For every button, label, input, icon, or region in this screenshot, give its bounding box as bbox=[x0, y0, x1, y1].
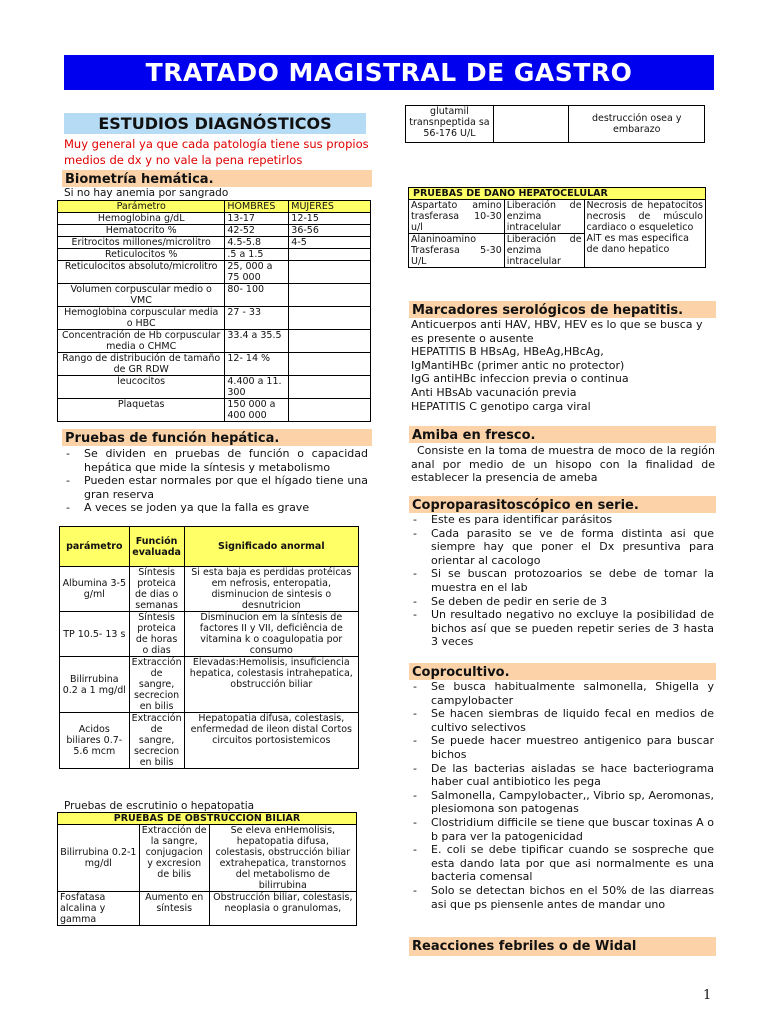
coprocultivo-heading: Coprocultivo. bbox=[409, 663, 716, 680]
table-cell: Bilirrubina 0.2-1 mg/dl bbox=[58, 825, 140, 892]
estudios-note bbox=[64, 136, 374, 168]
table-row bbox=[58, 213, 371, 225]
biometria-subtitle: Si no hay anemia por sangrado bbox=[64, 187, 229, 199]
table-header-row bbox=[58, 813, 357, 825]
table-cell: Plaquetas bbox=[58, 399, 225, 422]
table-cell bbox=[289, 261, 371, 284]
estudios-diagnosticos-heading: ESTUDIOS DIAGNÓSTICOS bbox=[64, 113, 366, 134]
list-item: - Se puede hacer muestreo antigenico para buscar bichos bbox=[409, 734, 714, 761]
table-cell: Elevadas:Hemolisis, insuficiencia hepatica, colestasis intrahepatica, obstrucción biliar bbox=[184, 657, 358, 713]
list-item: - Se dividen en pruebas de función o capacidad hepática que mide la síntesis y metabolismo bbox=[62, 447, 368, 474]
list-item: - Solo se detectan bichos en el 50% de las diarreas asi que ps piensenle antes de mandar uno bbox=[409, 884, 714, 911]
table-row bbox=[58, 376, 371, 399]
table-header-cell: MUJERES bbox=[289, 201, 371, 213]
table-cell: Hemoglobina corpuscular media o HBC bbox=[58, 307, 225, 330]
table-cell: Volumen corpuscular medio o VMC bbox=[58, 284, 225, 307]
table-row bbox=[60, 567, 359, 612]
list-item: - Salmonella, Campylobacter,, Vibrio sp, Aeromonas, plesiomona son patogenas bbox=[409, 789, 714, 816]
table-row bbox=[58, 399, 371, 422]
estudios-note-line: medios de dx y no vale la pena repetirlos bbox=[64, 153, 303, 167]
table-cell: Extracción de la sangre, conjugacion y excresion de bilis bbox=[139, 825, 209, 892]
table-cell: Liberación de enzima intracelular bbox=[504, 200, 584, 234]
table-cell: 80- 100 bbox=[225, 284, 289, 307]
table-cell: Aumento en síntesis bbox=[139, 892, 209, 926]
table-cell: .5 a 1.5 bbox=[225, 249, 289, 261]
table-cell bbox=[289, 249, 371, 261]
table-cell: 36-56 bbox=[289, 225, 371, 237]
table-header-cell: HOMBRES bbox=[225, 201, 289, 213]
table-row bbox=[58, 225, 371, 237]
widal-heading: Reacciones febriles o de Widal bbox=[409, 937, 716, 956]
list-item: - Se busca habitualmente salmonella, Shigella y campylobacter bbox=[409, 680, 714, 707]
copro-heading: Coproparasitoscópico en serie. bbox=[409, 496, 716, 513]
list-item: - A veces se joden ya que la falla es grave bbox=[62, 501, 368, 515]
table-row bbox=[58, 825, 357, 892]
table-cell: Aspartato amino trasferasa 10-30 u/l bbox=[409, 200, 505, 234]
table-row bbox=[58, 237, 371, 249]
marcadores-line: es presente o ausente bbox=[411, 331, 534, 345]
table-header-cell: Parámetro bbox=[58, 201, 225, 213]
funcion-hepatica-heading: Pruebas de función hepática. bbox=[62, 429, 372, 446]
table-row bbox=[58, 284, 371, 307]
table-cell: 25, 000 a 75 000 bbox=[225, 261, 289, 284]
table-cell: Concentración de Hb corpuscular media o CHMC bbox=[58, 330, 225, 353]
gamma-continuation-table bbox=[405, 105, 705, 143]
table-header-row bbox=[409, 188, 706, 200]
amiba-text: Consiste en la toma de muestra de moco de la región anal por medio de un hisopo con la finalidad de establecer la presencia de ameba bbox=[411, 444, 715, 485]
document-title-banner: TRATADO MAGISTRAL DE GASTRO bbox=[64, 55, 714, 90]
table-cell: Liberación de enzima intracelular bbox=[504, 234, 584, 268]
table-cell: 42-52 bbox=[225, 225, 289, 237]
table-row bbox=[60, 657, 359, 713]
table-cell bbox=[493, 106, 569, 143]
table-cell: 12-15 bbox=[289, 213, 371, 225]
marcadores-list bbox=[411, 318, 716, 413]
table-cell: 4-5 bbox=[289, 237, 371, 249]
biometria-heading: Biometría hemática. bbox=[62, 170, 372, 187]
table-header-cell: Función evaluada bbox=[129, 527, 184, 567]
table-row bbox=[58, 353, 371, 376]
table-cell: Síntesis proteica de dias o semanas bbox=[129, 567, 184, 612]
table-cell: Obstrucción biliar, colestasis, neoplasia o granulomas, bbox=[209, 892, 356, 926]
table-cell: 4.400 a 11. 300 bbox=[225, 376, 289, 399]
table-cell bbox=[289, 307, 371, 330]
table-cell: Acidos biliares 0.7-5.6 mcm bbox=[60, 713, 130, 769]
list-item: - Clostridium difficile se tiene que buscar toxinas A o b para ver la patogenicidad bbox=[409, 816, 714, 843]
table-cell: 27 - 33 bbox=[225, 307, 289, 330]
escrutinio-label: Pruebas de escrutinio o hepatopatia bbox=[64, 800, 255, 812]
table-cell: TP 10.5- 13 s bbox=[60, 612, 130, 657]
obstruccion-biliar-table bbox=[57, 812, 357, 926]
list-item: - Este es para identificar parásitos bbox=[409, 513, 714, 527]
table-cell: glutamil transnpeptida sa 56-176 U/L bbox=[406, 106, 494, 143]
list-item: - Si se buscan protozoarios se debe de tomar la muestra en el lab bbox=[409, 567, 714, 594]
marcadores-heading: Marcadores serológicos de hepatitis. bbox=[409, 301, 716, 318]
table-row bbox=[60, 612, 359, 657]
table-cell bbox=[584, 200, 705, 268]
marcadores-line: Anticuerpos anti HAV, HBV, HEV es lo que se busca y bbox=[411, 318, 703, 331]
biometria-table bbox=[57, 200, 371, 422]
list-item: - Se deben de pedir en serie de 3 bbox=[409, 595, 714, 609]
table-cell: 12- 14 % bbox=[225, 353, 289, 376]
list-item: - Pueden estar normales por que el hígado tiene una gran reserva bbox=[62, 474, 368, 501]
table-cell: Bilirrubina 0.2 a 1 mg/dl bbox=[60, 657, 130, 713]
table-cell bbox=[289, 353, 371, 376]
table-header-row bbox=[58, 201, 371, 213]
list-item: - Se hacen siembras de liquido fecal en medios de cultivo selectivos bbox=[409, 707, 714, 734]
table-row bbox=[58, 249, 371, 261]
dano-hepatocelular-table bbox=[408, 187, 706, 268]
table-row bbox=[409, 200, 706, 234]
table-cell: Si esta baja es perdidas protéicas em nefrosis, enteropatia, disminucion de sintesis o desnutricion bbox=[184, 567, 358, 612]
funcion-hepatica-list bbox=[62, 447, 368, 515]
table-cell: Disminucion em la síntesis de factores II y VII, deficiência de vitamina k o coagulopatia por consumo bbox=[184, 612, 358, 657]
table-row bbox=[58, 330, 371, 353]
table-cell: Eritrocitos millones/microlitro bbox=[58, 237, 225, 249]
table-cell: 13-17 bbox=[225, 213, 289, 225]
table-cell bbox=[289, 284, 371, 307]
estudios-note-line: Muy general ya que cada patología tiene sus propios bbox=[64, 137, 369, 151]
table-cell: Extracción de sangre, secrecion en bilis bbox=[129, 713, 184, 769]
amiba-heading: Amiba en fresco. bbox=[409, 426, 716, 443]
marcadores-line: HEPATITIS C genotipo carga viral bbox=[411, 399, 591, 413]
table-cell: 4.5-5.8 bbox=[225, 237, 289, 249]
table-row bbox=[60, 713, 359, 769]
table-header-row bbox=[60, 527, 359, 567]
table-row bbox=[58, 307, 371, 330]
coprocultivo-list bbox=[409, 680, 714, 911]
table-cell: Hemoglobina g/dL bbox=[58, 213, 225, 225]
table-row bbox=[58, 261, 371, 284]
dano-significado: AlT es mas especifica de dano hepatico bbox=[586, 233, 689, 255]
table-cell: Hematocrito % bbox=[58, 225, 225, 237]
table-cell: Síntesis proteica de horas o dias bbox=[129, 612, 184, 657]
page-number: 1 bbox=[703, 988, 712, 1003]
table-row bbox=[406, 106, 705, 143]
table-cell: Fosfatasa alcalina y gamma bbox=[58, 892, 140, 926]
table-row bbox=[58, 892, 357, 926]
dano-hepatocelular-title: PRUEBAS DE DAÑO HEPATOCELULAR bbox=[409, 188, 706, 200]
table-cell: Se eleva enHemolisis, hepatopatia difusa, colestasis, obstrucción biliar extrahepatica, transtornos del metabolismo de bilirrubina bbox=[209, 825, 356, 892]
table-cell: leucocitos bbox=[58, 376, 225, 399]
table-cell: Alaninoamino Trasferasa 5-30 U/L bbox=[409, 234, 505, 268]
table-cell bbox=[289, 399, 371, 422]
table-cell: Rango de distribución de tamaño de GR RDW bbox=[58, 353, 225, 376]
list-item: - E. coli se debe tipificar cuando se sospreche que esta dando lata por que asi normalmente es una bacteria comensal bbox=[409, 843, 714, 884]
copro-list bbox=[409, 513, 714, 649]
obstruccion-biliar-title: PRUEBAS DE OBSTRUCCION BILIAR bbox=[58, 813, 357, 825]
table-cell bbox=[289, 376, 371, 399]
list-item: - Cada parasito se ve de forma distinta asi que siempre hay que poner el Dx presuntiva para orientar al cacologo bbox=[409, 527, 714, 568]
table-cell: 150 000 a 400 000 bbox=[225, 399, 289, 422]
table-cell: Extracción de sangre, secrecion en bilis bbox=[129, 657, 184, 713]
marcadores-line: IgMantiHBc (primer antic no protector) bbox=[411, 358, 625, 372]
table-cell bbox=[289, 330, 371, 353]
dano-significado: Necrosis de hepatocitos necrosis de músculo cardiaco o esqueletico bbox=[586, 200, 703, 233]
table-header-cell: Significado anormal bbox=[184, 527, 358, 567]
list-item: - De las bacterias aisladas se hace bacteriograma haber cual antibiotico les pega bbox=[409, 762, 714, 789]
funcion-hepatica-table bbox=[59, 526, 359, 769]
marcadores-line: Anti HBsAb vacunación previa bbox=[411, 385, 577, 399]
table-cell: Albumina 3-5 g/ml bbox=[60, 567, 130, 612]
table-cell: Hepatopatia difusa, colestasis, enfermedad de ileon distal Cortos circuitos portosistemicos bbox=[184, 713, 358, 769]
table-cell: destrucción osea y embarazo bbox=[569, 106, 705, 143]
marcadores-line: IgG antiHBc infeccion previa o continua bbox=[411, 372, 629, 386]
list-item: - Un resultado negativo no excluye la posibilidad de bichos así que se pueden repetir series de 3 hasta 3 veces bbox=[409, 608, 714, 649]
table-cell: Reticulocitos absoluto/microlitro bbox=[58, 261, 225, 284]
table-header-cell: parámetro bbox=[60, 527, 130, 567]
marcadores-line: HEPATITIS B HBsAg, HBeAg,HBcAg, bbox=[411, 345, 604, 359]
table-cell: Reticulocitos % bbox=[58, 249, 225, 261]
table-cell: 33.4 a 35.5 bbox=[225, 330, 289, 353]
